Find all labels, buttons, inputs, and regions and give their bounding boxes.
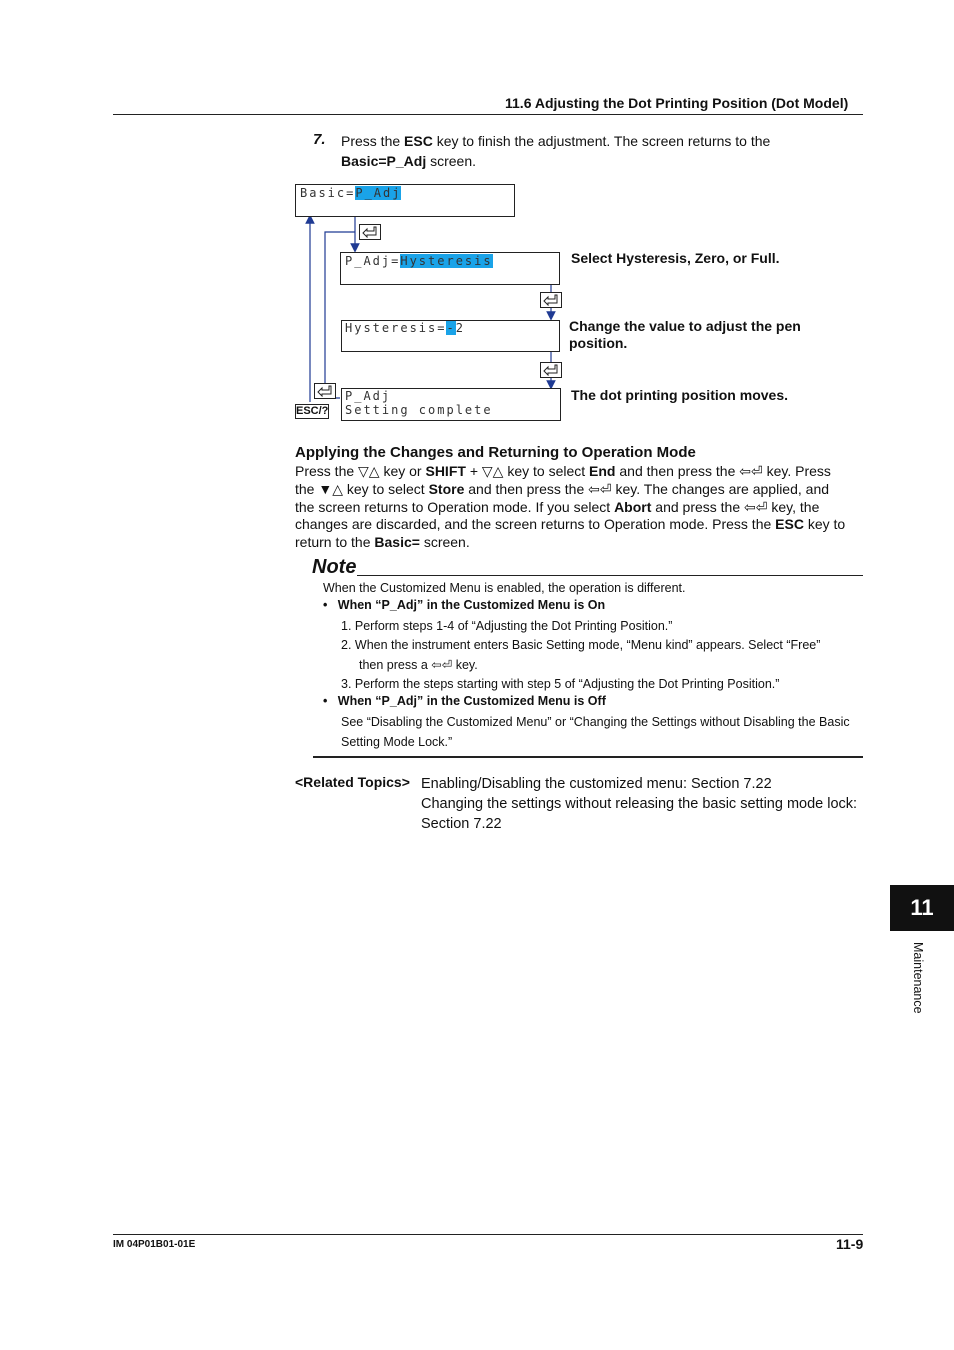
step-number: 7. [313,131,326,148]
related-topics-text: Enabling/Disabling the customized menu: Section 7.22 Changing the settings without releasing the basic setting mode lock: Section 7.22 [421,776,858,832]
note-bottom-rule [313,756,863,758]
lcd-text: P_Adj= [345,254,401,268]
lcd-text: Setting complete [345,403,493,417]
callout-moves: The dot printing position moves. [571,387,788,403]
enter-key-icon [359,224,381,240]
down-up-arrow-icon: ▼△ [318,480,343,497]
enter-key-icon [540,292,562,308]
enter-key-icon: ⇦⏎ [739,463,763,479]
lcd-screen-padj [340,252,560,285]
lcd-screen-hysteresis [341,320,560,352]
step-text: Press the ESC key to finish the adjustment. The screen returns to the Basic=P_Adj screen. [341,133,771,169]
lcd-text: P_Adj [345,389,392,403]
lcd-text: Basic= [300,186,356,200]
enter-key-icon [314,383,336,399]
related-topics-label: <Related Topics> [295,774,410,790]
lcd-screen-basic [295,184,515,217]
note-item-2: 2. When the instrument enters Basic Setting mode, “Menu kind” appears. Select “Free” [341,638,821,652]
enter-key-icon: ⇦⏎ [431,658,453,672]
note-see-1: See “Disabling the Customized Menu” or “Changing the Settings without Disabling the Basic [341,715,850,729]
section-paragraph: Press the ▽△ key or SHIFT + ▽△ key to select End and then press the ⇦⏎ key. Press the ▼△ key to select Store and then press the ⇦⏎ key. The changes are applied, and the screen returns to Operation mode. If you select Abort and press the ⇦⏎ key, the changes are discarded, and the screen returns to Operation mode. Press the ESC key to return to the Basic= screen. [295,463,846,551]
down-up-arrow-icon: ▽△ [481,463,504,479]
lcd-highlight: Hysteresis [400,254,493,268]
lcd-highlight: - [446,321,456,335]
callout-select: Select Hysteresis, Zero, or Full. [571,250,780,266]
note-bullet-off: • When “P_Adj” in the Customized Menu is Off [323,694,606,708]
callout-change: Change the value to adjust the pen position. [569,318,801,351]
note-top-rule [357,575,863,576]
chapter-label: Maintenance [911,942,925,1014]
chapter-tab: 11 [890,885,954,931]
footer-doc-id: IM 04P01B01-01E [113,1239,196,1250]
footer-page-number: 11-9 [836,1236,864,1252]
note-intro: When the Customized Menu is enabled, the operation is different. [323,581,686,595]
section-header-title: 11.6 Adjusting the Dot Printing Position (Dot Model) [505,95,849,111]
enter-key-icon: ⇦⏎ [588,480,612,497]
note-item-1: 1. Perform steps 1-4 of “Adjusting the Dot Printing Position.” [341,619,673,633]
lcd-text: 2 [455,321,465,335]
footer-rule [113,1234,863,1235]
note-item-3: 3. Perform the steps starting with step 5 of “Adjusting the Dot Printing Position.” [341,677,780,691]
lcd-highlight: P_Adj [355,186,402,200]
note-title: Note [312,556,357,578]
esc-key-label: ESC/? [296,405,329,417]
note-bullet-on: • When “P_Adj” in the Customized Menu is On [323,598,606,612]
enter-key-icon [540,362,562,378]
note-see-2: Setting Mode Lock.” [341,735,453,749]
down-up-arrow-icon: ▽△ [358,463,380,479]
lcd-screen-complete [341,388,561,421]
note-item-2-cont: then press a ⇦⏎ key. [359,658,478,672]
enter-key-icon: ⇦⏎ [744,498,768,515]
section-heading: Applying the Changes and Returning to Operation Mode [295,444,696,461]
lcd-text: Hysteresis= [345,321,447,335]
